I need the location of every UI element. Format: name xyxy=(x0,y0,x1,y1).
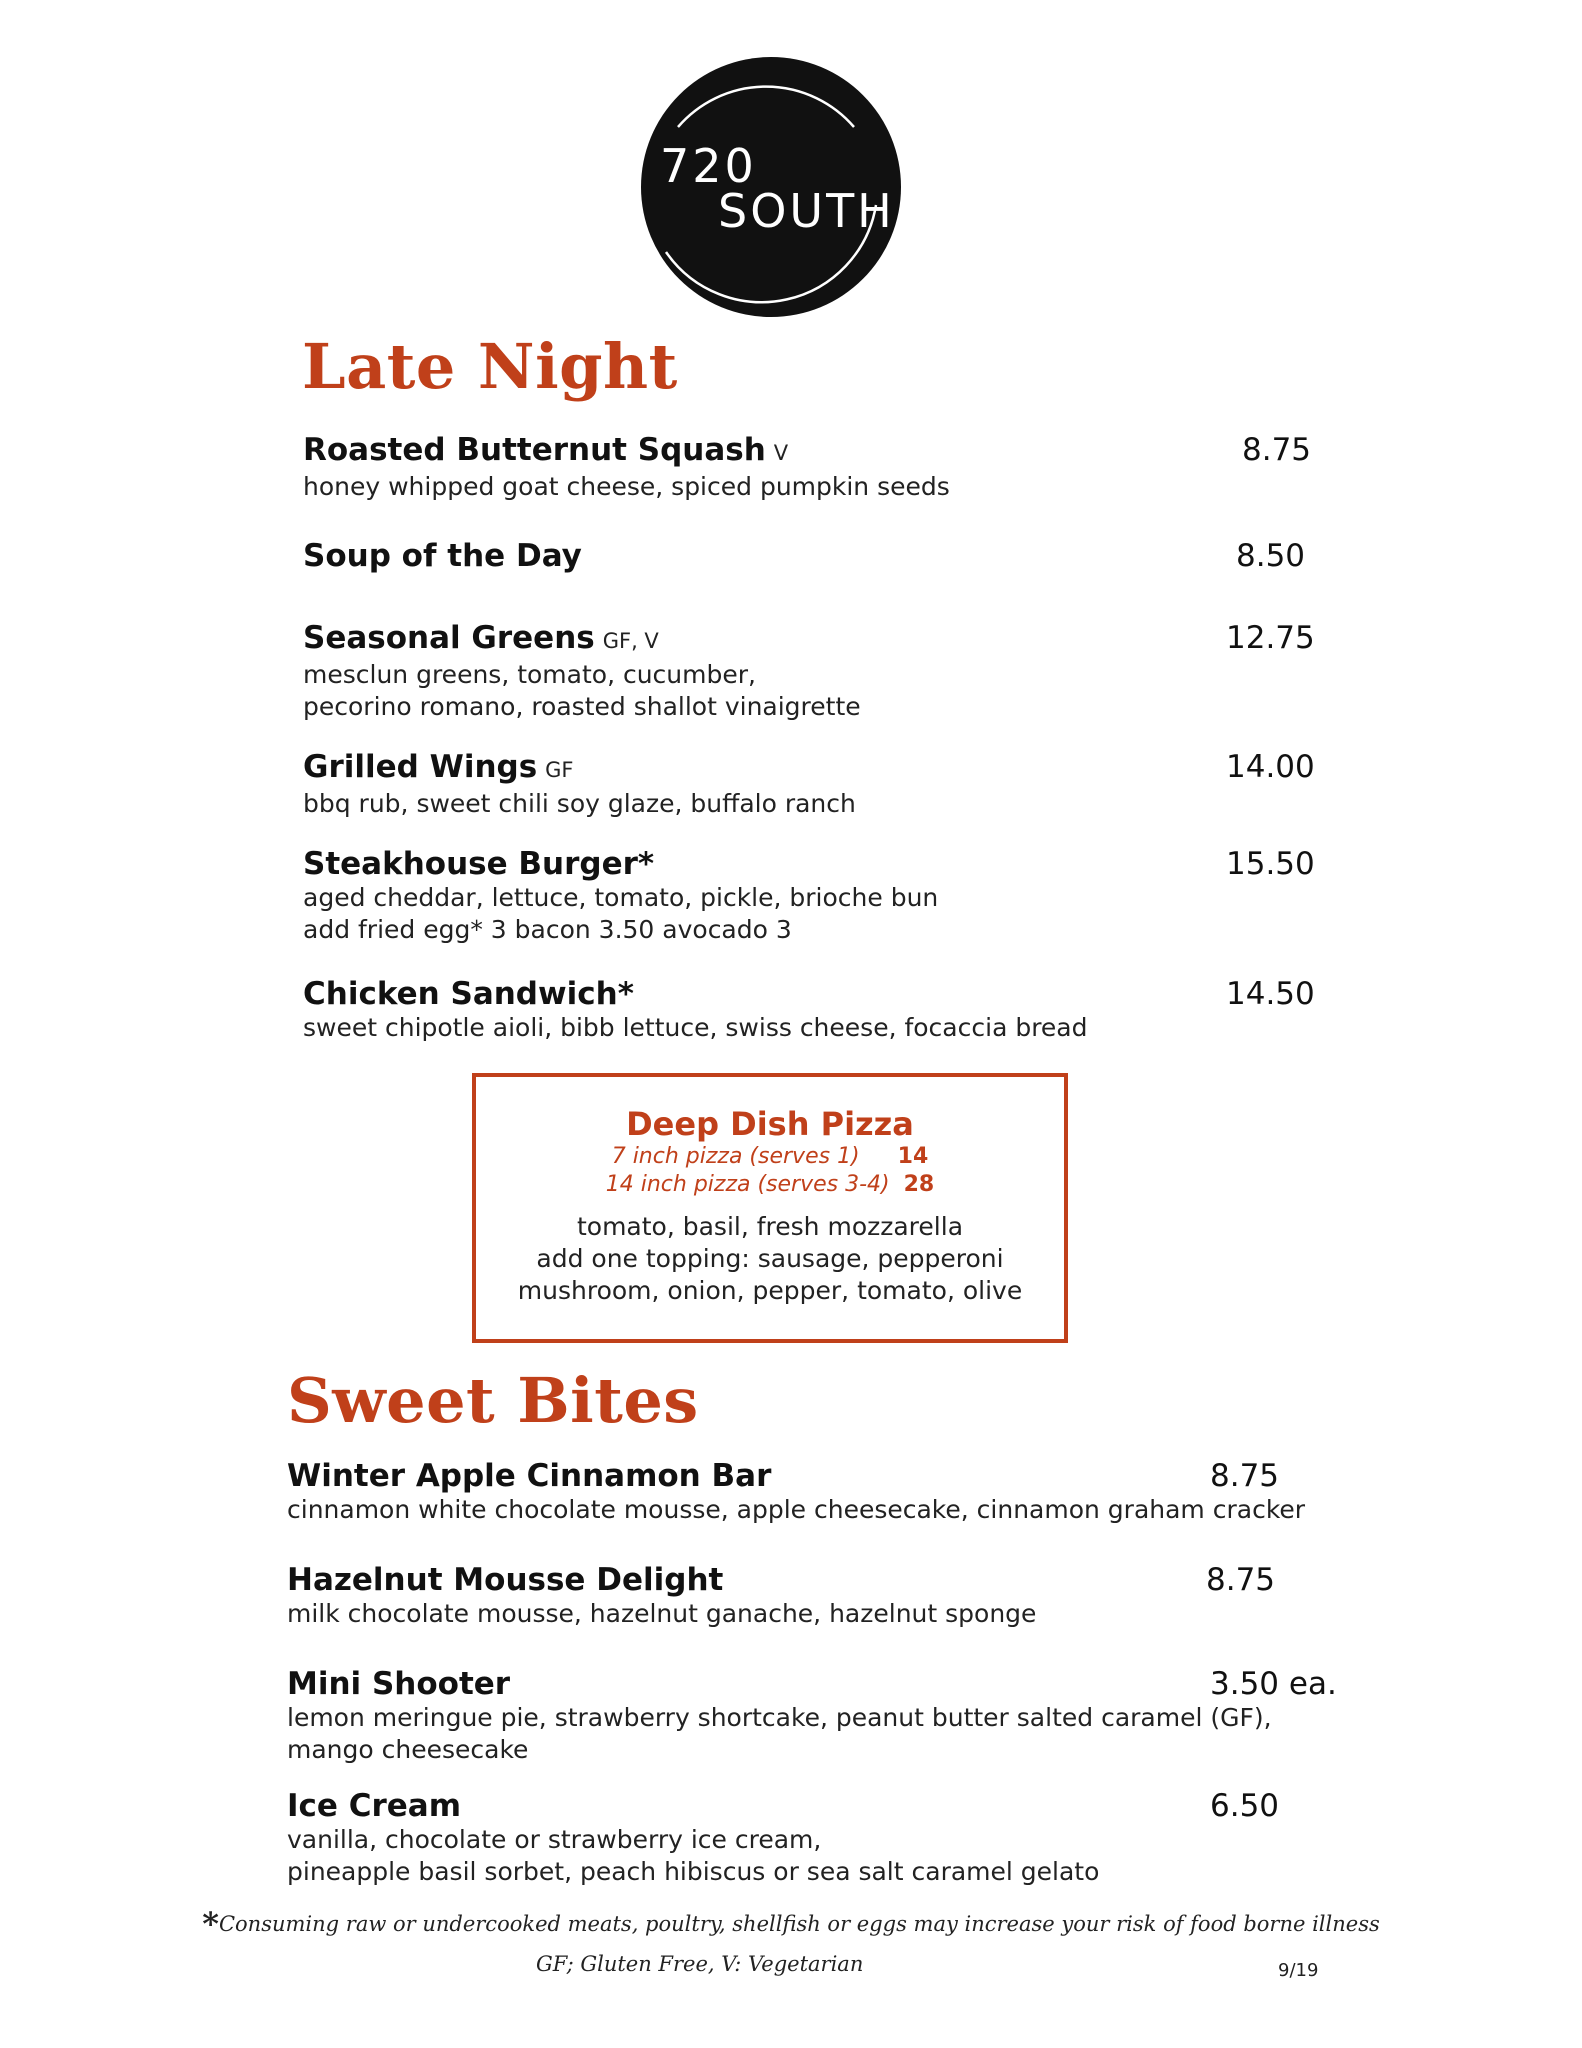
item-description: cinnamon white chocolate mousse, apple cheesecake, cinnamon graham cracker xyxy=(287,1495,1306,1524)
pizza-description-line: mushroom, onion, pepper, tomato, olive xyxy=(517,1276,1023,1305)
item-name: Winter Apple Cinnamon Bar xyxy=(287,1458,772,1494)
item-description: honey whipped goat cheese, spiced pumpkin seeds xyxy=(303,472,950,501)
menu-item xyxy=(287,1788,1099,1888)
item-price: 8.75 xyxy=(1210,1458,1280,1494)
item-price: 14.00 xyxy=(1226,749,1315,785)
pizza-size-price: 14 xyxy=(897,1144,929,1169)
menu-item xyxy=(303,538,582,574)
menu-item xyxy=(303,432,950,503)
section-title-sweet-bites: Sweet Bites xyxy=(287,1364,699,1437)
menu-item xyxy=(287,1562,1036,1630)
pizza-size-row xyxy=(476,1143,1064,1171)
item-name: Seasonal Greens xyxy=(303,620,595,656)
item-price: 15.50 xyxy=(1226,846,1315,882)
item-name: Steakhouse Burger* xyxy=(303,846,655,882)
logo-badge xyxy=(636,57,906,317)
section-title-late-night: Late Night xyxy=(302,330,678,403)
pizza-special-box xyxy=(472,1073,1068,1343)
pizza-description-line: tomato, basil, fresh mozzarella xyxy=(576,1212,964,1241)
item-description: aged cheddar, lettuce, tomato, pickle, brioche bun xyxy=(303,883,939,912)
dietary-tag: GF, V xyxy=(602,629,659,653)
pizza-size-label: 7 inch pizza (serves 1) xyxy=(611,1144,860,1169)
dietary-tag: V xyxy=(773,441,789,465)
menu-item xyxy=(303,749,856,820)
pizza-title: Deep Dish Pizza xyxy=(626,1105,914,1143)
item-name: Ice Cream xyxy=(287,1788,462,1824)
dietary-legend: GF; Gluten Free, V: Vegetarian xyxy=(536,1952,864,1976)
item-description: pecorino romano, roasted shallot vinaigrette xyxy=(303,692,861,721)
item-price: 6.50 xyxy=(1210,1788,1280,1824)
item-description: milk chocolate mousse, hazelnut ganache, hazelnut sponge xyxy=(287,1599,1037,1628)
item-name: Roasted Butternut Squash xyxy=(303,432,766,468)
logo-text-720: 720 xyxy=(660,139,757,193)
item-description: lemon meringue pie, strawberry shortcake, peanut butter salted caramel (GF), xyxy=(287,1703,1272,1732)
menu-item xyxy=(287,1666,1272,1766)
item-price: 3.50 ea. xyxy=(1210,1666,1337,1702)
item-name: Hazelnut Mousse Delight xyxy=(287,1562,724,1598)
restaurant-logo xyxy=(636,57,906,317)
disclaimer-text: Consuming raw or undercooked meats, poultry, shellfish or eggs may increase your risk of food borne illness xyxy=(218,1912,1380,1936)
item-price: 12.75 xyxy=(1226,620,1315,656)
menu-item xyxy=(303,976,1088,1044)
item-description: sweet chipotle aioli, bibb lettuce, swiss cheese, focaccia bread xyxy=(303,1013,1088,1042)
item-description: mango cheesecake xyxy=(287,1735,529,1764)
raw-food-disclaimer xyxy=(0,1905,1582,1943)
item-name: Soup of the Day xyxy=(303,538,582,574)
item-name: Chicken Sandwich* xyxy=(303,976,634,1012)
pizza-description xyxy=(476,1211,1064,1307)
menu-item xyxy=(303,620,861,723)
item-name: Mini Shooter xyxy=(287,1666,511,1702)
logo-text-south: SOUTH xyxy=(718,184,895,238)
pizza-size-row xyxy=(476,1171,1064,1199)
menu-item xyxy=(287,1458,1305,1526)
pizza-size-label: 14 inch pizza (serves 3-4) xyxy=(605,1172,890,1197)
item-description: bbq rub, sweet chili soy glaze, buffalo ranch xyxy=(303,789,856,818)
item-description: add fried egg* 3 bacon 3.50 avocado 3 xyxy=(303,915,792,944)
item-description: vanilla, chocolate or strawberry ice cream, xyxy=(287,1825,822,1854)
pizza-description-line: add one topping: sausage, pepperoni xyxy=(536,1244,1004,1273)
asterisk-mark: * xyxy=(202,1905,219,1943)
dietary-tag: GF xyxy=(545,758,574,782)
item-description: pineapple basil sorbet, peach hibiscus or sea salt caramel gelato xyxy=(287,1857,1100,1886)
item-price: 8.75 xyxy=(1206,1562,1276,1598)
item-name: Grilled Wings xyxy=(303,749,538,785)
pizza-size-price: 28 xyxy=(903,1172,935,1197)
item-description: mesclun greens, tomato, cucumber, xyxy=(303,660,756,689)
item-price: 14.50 xyxy=(1226,976,1315,1012)
menu-item xyxy=(303,846,938,946)
item-price: 8.75 xyxy=(1242,432,1312,468)
menu-date-code: 9/19 xyxy=(1278,1960,1319,1981)
item-price: 8.50 xyxy=(1236,538,1306,574)
